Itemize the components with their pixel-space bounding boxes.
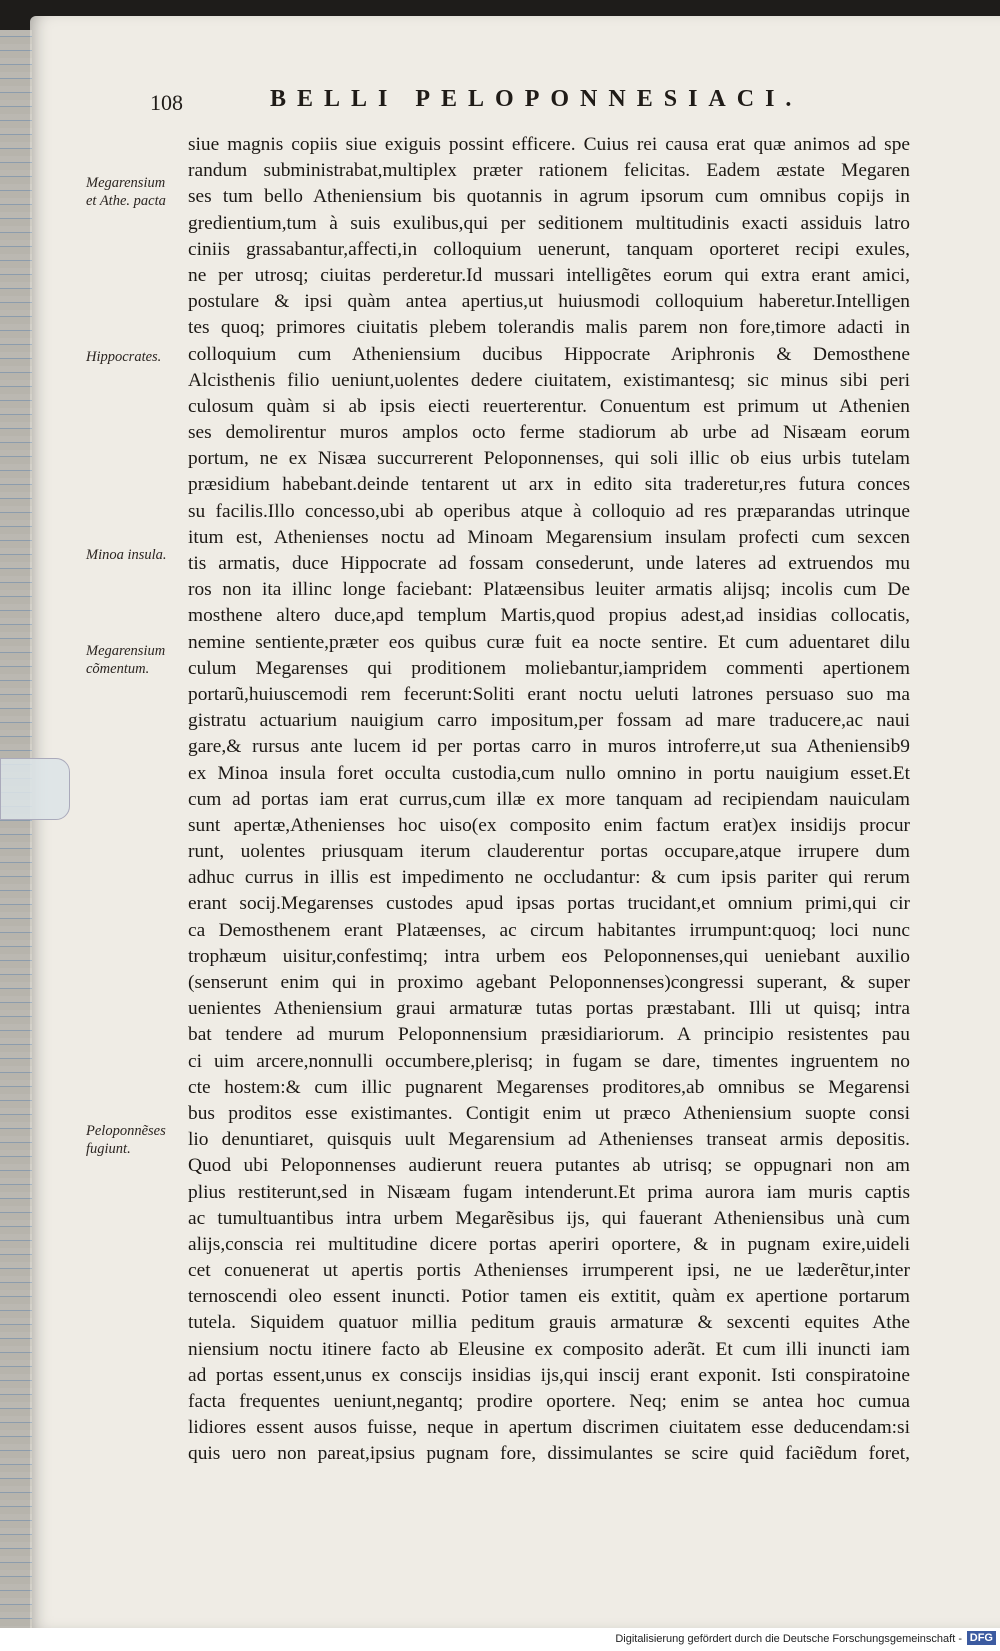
text-line: quis uero non pareat,ipsius pugnam fore, dissimulantes se scire quid faciẽdum foret,	[188, 1443, 910, 1465]
text-line: ac tumultuantibus intra urbem Megarẽsibus ijs, qui fauerant Atheniensibus unà cum	[188, 1207, 910, 1229]
text-line: siue magnis copiis siue exiguis possint efficere. Cuius rei causa erat quæ animos ad spe	[188, 134, 910, 155]
text-line: trophæum uisitur,confestimq; intra urbem eos Peloponnenses,qui ueniebant auxilio	[188, 945, 910, 967]
text-line: mosthene altero duce,apd templum Martis,quod propius adest,ad insidias collocatis,	[188, 605, 910, 627]
text-line: Alcisthenis filio ueniunt,uolentes dedere ciuitatem, existimantesq; sic minus sibi peri	[188, 369, 910, 391]
text-line: ad portas essent,unus ex conscijs insidias ijs,qui inscij erant exponit. Isti conspiratoine	[188, 1364, 910, 1386]
text-line: culosum quàm si ab ipsis eiecti reuerterentur. Conuentum est primum ut Athenien	[188, 395, 910, 417]
marginal-note: Megarensium et Athe. pacta	[86, 175, 166, 209]
text-line: Quod ubi Peloponnenses audierunt reuera putantes ab utrisq; se oppugnari non am	[188, 1155, 910, 1177]
text-line: tis armatis, duce Hippocrate ad fossam consederunt, unde lateres ad extruendos mu	[188, 553, 910, 574]
text-line: nemine sentiente,præter eos quibus curæ fuit ea nocte sentire. Et cum aduentaret dilu	[188, 631, 910, 653]
dfg-logo: DFG	[967, 1631, 996, 1645]
text-line: ciniis grassabantur,affecti,in colloquium uenerunt, tanquam oporteret recipi exules,	[188, 238, 910, 260]
text-line: su facilis.Illo concesso,ubi ab operibus atque à colloquio ad res præparandas utrinque	[188, 500, 910, 522]
page-header	[150, 86, 900, 120]
text-line: ses demolirentur muros amplos octo ferme stadiorum ab urbe ad Nisæam eorum	[188, 422, 910, 444]
text-line: lio denuntiaret, quisquis uult Megarensium ad Athenienses transeat armis depositis.	[188, 1129, 910, 1151]
text-line: gredientium,tum à suis exulibus,qui per seditionem multitudinis exacti assiduis latro	[188, 212, 910, 234]
marginal-note: Hippocrates.	[86, 349, 162, 365]
text-line: gare,& rursus ante lucem id per portas carro in muros introferre,ut sua Atheniensib9	[188, 736, 910, 758]
text-line: itum est, Athenienses noctu ad Minoam Megarensium insulam profecti cum sexcen	[188, 526, 910, 548]
text-line: erant socij.Megarenses custodes apud ipsas portas trucidant,et omnium primi,qui cir	[188, 893, 910, 915]
text-line: randum subministrabat,multiplex præter rationem felicitas. Eadem æstate Megaren	[188, 160, 910, 182]
text-line: (senserunt enim qui in proximo agebant Peloponnenses)congressi superant, & super	[188, 972, 910, 993]
text-line: postulare & ipsi quàm antea apertius,ut huiusmodi colloquium haberetur.Intelligen	[188, 291, 910, 313]
marginal-note: Peloponnẽses fugiunt.	[86, 1123, 166, 1157]
marginal-note: Minoa insula.	[86, 547, 167, 563]
text-line: portum, ne ex Nisæa succurrerent Peloponnenses, qui soli illic ob eius urbis tutelam	[188, 448, 910, 470]
text-line: ternoscendi oleo essent inuncti. Potior tamen eis extitit, quàm ex apertione portarum	[188, 1286, 910, 1308]
text-line: ne per utrosq; ciuitas perderetur.Id mussari intelligẽtes eorum qui extra erant amici,	[188, 264, 910, 286]
running-title: BELLI PELOPONNESIACI.	[270, 86, 803, 112]
text-line: colloquium cum Atheniensium ducibus Hippocrate Ariphronis & Demosthene	[188, 343, 910, 365]
marginal-note: Megarensium cõmentum.	[86, 643, 166, 677]
text-line: ses tum bello Atheniensium bis quotannis in agrum ipsorum cum omnibus copijs in	[188, 186, 910, 208]
text-line: bat tendere ad murum Peloponnensium præsidiariorum. A principio resistentes pau	[188, 1024, 910, 1046]
text-line: niensium noctu itinere facto ab Eleusine ex composito aderãt. Et cum illi inuncti iam	[188, 1338, 910, 1360]
text-line: bus proditos esse existimantes. Contigit enim ut præco Atheniensium suopte consi	[188, 1102, 910, 1124]
text-line: ex Minoa insula foret occulta custodia,cum nullo omnino in portu nauigium esset.Et	[188, 762, 910, 784]
text-line: plius restiterunt,sed in Nisæam fugam intenderunt.Et prima aurora iam muris captis	[188, 1181, 910, 1203]
digitization-footer	[0, 1628, 1000, 1651]
text-line: tes quoq; primores ciuitatis plebem tolerandis malis parem non fore,timore adacti in	[188, 317, 910, 339]
text-line: uenientes Atheniensium graui armaturæ tutas portas præstabant. Illi ut quisq; intra	[188, 998, 910, 1020]
text-line: alijs,conscia rei multitudine dicere portas aperiri oportere, & in pugnam exire,uideli	[188, 1233, 910, 1255]
bookmark-ribbon	[0, 758, 70, 820]
text-line: præsidium habebant.deinde tentarent ut arx in edito sita traderetur,res futura conces	[188, 474, 910, 496]
funding-credit: Digitalisierung gefördert durch die Deutsche Forschungsgemeinschaft -	[615, 1633, 962, 1645]
text-line: gistratu actuarium nauigium carro impositum,per fossam ad mare traducere,ac naui	[188, 710, 910, 732]
text-line: sunt apertæ,Athenienses hoc uiso(ex composito enim factum erat)ex insidijs procur	[188, 814, 910, 836]
text-line: cum ad portas iam erat currus,cum illæ ex more tanquam ad recipiendam nauiculam	[188, 788, 910, 810]
page-edges	[0, 30, 32, 1630]
text-line: ca Demosthenem erant Platæenses, ac circum habitantes irrumpunt:quoq; loci nunc	[188, 919, 910, 941]
text-line: cte hostem:& cum illic pugnarent Megarenses proditores,ab omnibus se Megarensi	[188, 1076, 910, 1098]
text-line: lidiores essent ausos fuisse, neque in apertum discrimen ciuitatem esse deducendam:si	[188, 1417, 910, 1439]
page-number: 108	[150, 90, 183, 115]
text-line: runt, uolentes priusquam iterum clauderentur portas occupare,atque irrupere dum	[188, 841, 910, 863]
text-line: portarũ,huiuscemodi rem fecerunt:Soliti erant noctu ueluti latrones persuaso suo ma	[188, 683, 910, 705]
text-line: tutela. Siquidem quatuor millia peditum grauis armaturæ & sexcenti equites Athe	[188, 1312, 910, 1334]
text-line: ros non ita illinc longe faciebant: Platæensibus leuiter armatis alijsq; incolis cum De	[188, 579, 910, 601]
text-line: adhuc currus in illis est impedimento ne occludantur: & cum ipsis pariter qui rerum	[188, 867, 910, 889]
text-line: facta frequentes ueniunt,negantq; prodire oportere. Neq; enim se antea hoc cumua	[188, 1391, 910, 1412]
text-line: ci uim arcere,nonnulli occumbere,plerisq; in fugam se dare, timentes ingruentem no	[188, 1050, 910, 1072]
text-line: cet conuenerat ut apertis portis Athenienses irrumperent ipsi, ne ue læderẽtur,inter	[188, 1260, 910, 1282]
body-text	[188, 132, 910, 1468]
text-line: culum Megarenses qui proditionem moliebantur,iampridem commenti apertionem	[188, 657, 910, 679]
